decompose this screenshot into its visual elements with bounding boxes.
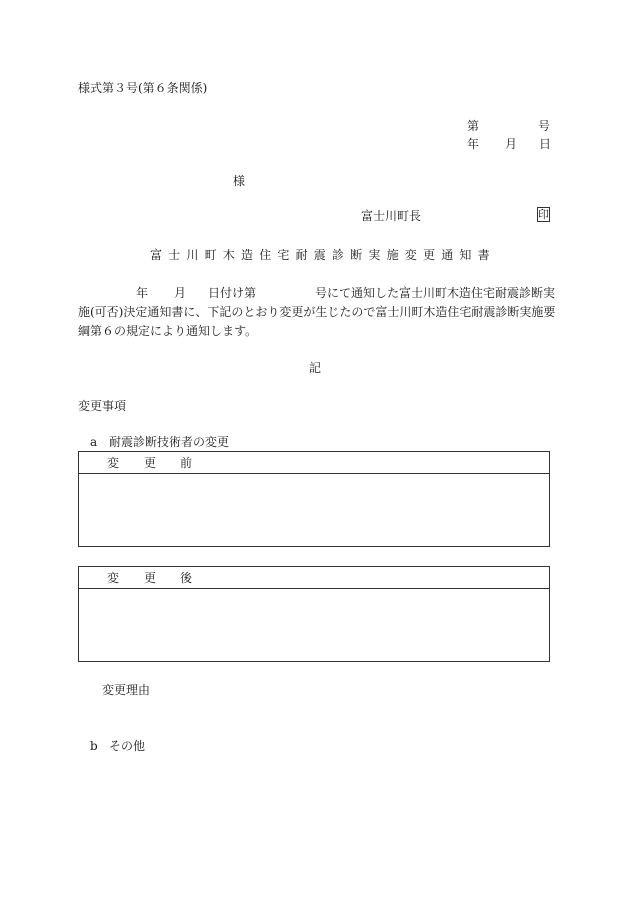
item-b-label: その他 — [109, 739, 146, 753]
number-label-go: 号 — [538, 119, 551, 133]
changes-heading: 変更事項 — [78, 399, 127, 413]
body-year-label: 年 — [136, 286, 149, 300]
change-reason-label: 変更理由 — [102, 683, 151, 697]
body-day-label: 日付け第 — [208, 286, 257, 300]
item-a-label: 耐震診断技術者の変更 — [109, 435, 230, 449]
before-header-char-2: 更 — [144, 456, 157, 470]
body-line2: 施(可否)決定通知書に、下記のとおり変更が生じたので富士川町木造住宅耐震診断実施要 — [78, 305, 556, 319]
sender-name: 富士川町長 — [361, 209, 422, 223]
date-day-label: 日 — [539, 137, 552, 151]
date-month-label: 月 — [505, 137, 518, 151]
date-year-label: 年 — [467, 137, 480, 151]
before-header-char-1: 変 — [107, 456, 120, 470]
addressee-suffix: 様 — [233, 174, 246, 188]
body-month-label: 月 — [174, 286, 187, 300]
item-a-marker: a — [90, 435, 98, 449]
after-change-field[interactable] — [79, 589, 549, 661]
seal-mark: 印 — [538, 208, 549, 221]
before-header-char-3: 前 — [180, 456, 193, 470]
after-change-header — [79, 567, 549, 589]
after-header-char-3: 後 — [180, 571, 193, 585]
item-b-marker: b — [90, 739, 98, 753]
form-number: 様式第３号(第６条関係) — [78, 81, 208, 95]
before-change-field[interactable] — [79, 474, 549, 546]
document-title: 富士川町木造住宅耐震診断実施変更通知書 — [150, 248, 496, 262]
number-label-dai: 第 — [467, 119, 480, 133]
before-change-box — [78, 451, 550, 547]
body-line1-rest: 号にて通知した富士川町木造住宅耐震診断実 — [315, 286, 556, 300]
after-header-char-1: 変 — [107, 571, 120, 585]
before-change-header — [79, 452, 549, 474]
ki-heading: 記 — [309, 361, 322, 375]
after-change-box — [78, 566, 550, 662]
body-line3: 綱第６の規定により通知します。 — [78, 324, 258, 338]
after-header-char-2: 更 — [144, 571, 157, 585]
